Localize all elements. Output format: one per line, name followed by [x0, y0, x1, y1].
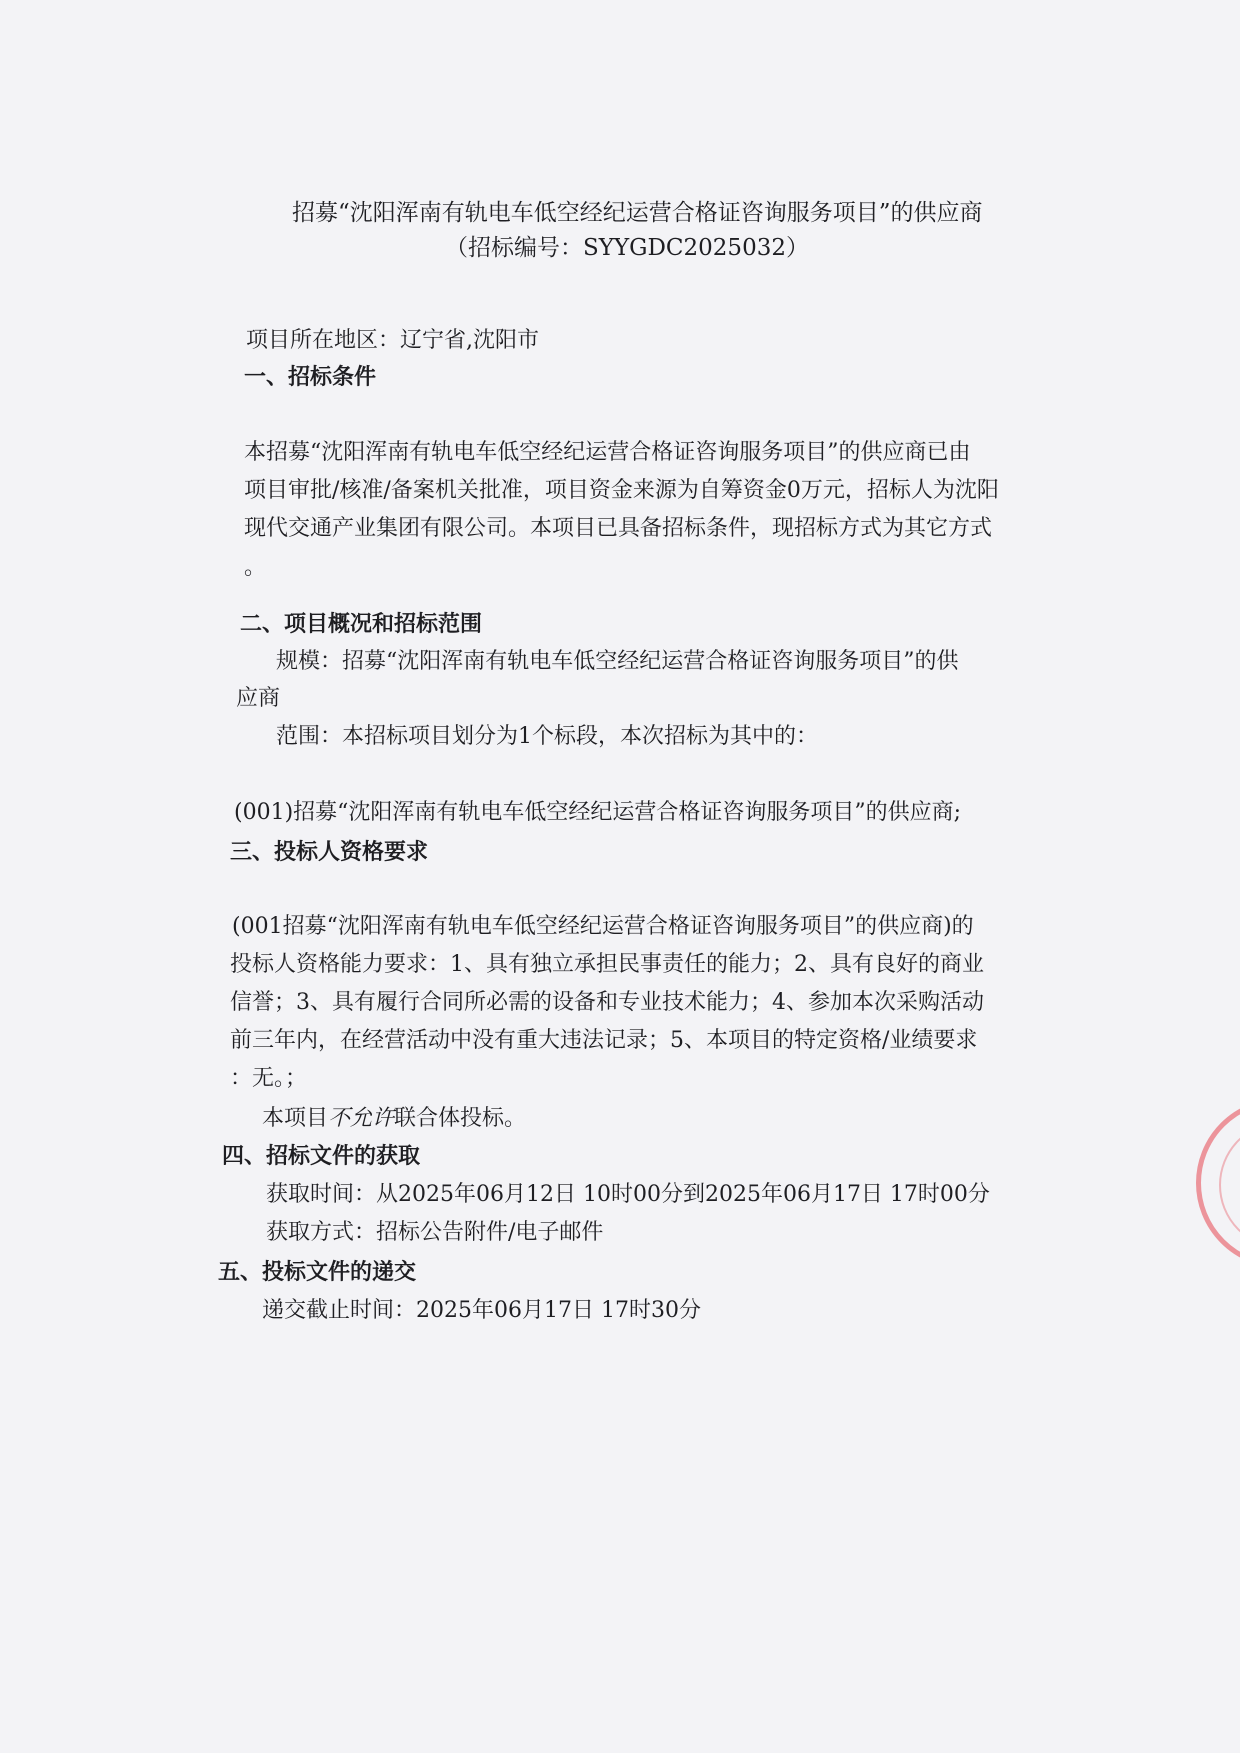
section-1-line: 项目审批/核准/备案机关批准，项目资金来源为自筹资金0万元，招标人为沈阳 — [244, 478, 999, 503]
consortium-suffix: 联合体投标。 — [394, 1106, 527, 1131]
section-5-heading: 五、投标文件的递交 — [218, 1260, 417, 1285]
title-line-2: （招标编号：SYYGDC2025032） — [445, 235, 809, 261]
consortium-prefix: 本项目 — [262, 1106, 329, 1131]
section-1-heading: 一、招标条件 — [244, 365, 377, 390]
lot-line: (001)招募“沈阳浑南有轨电车低空经纪运营合格证咨询服务项目”的供应商; — [234, 800, 962, 825]
submission-deadline: 递交截止时间：2025年06月17日 17时30分 — [262, 1298, 701, 1323]
section-1-line: 。 — [244, 555, 267, 580]
section-3-line: 信誉；3、具有履行合同所必需的设备和专业技术能力；4、参加本次采购活动 — [230, 990, 984, 1015]
scale-line-2: 应商 — [236, 686, 281, 711]
consortium-line — [262, 1104, 526, 1134]
section-3-line: ：无。； — [230, 1066, 308, 1091]
section-4-heading: 四、招标文件的获取 — [222, 1144, 421, 1169]
project-location: 项目所在地区：辽宁省,沈阳市 — [246, 328, 539, 353]
section-3-line: 投标人资格能力要求：1、具有独立承担民事责任的能力；2、具有良好的商业 — [230, 952, 984, 977]
section-3-line: 前三年内，在经营活动中没有重大违法记录；5、本项目的特定资格/业绩要求 — [230, 1028, 978, 1053]
scope-line: 范围：本招标项目划分为1个标段，本次招标为其中的： — [276, 724, 818, 749]
consortium-italic: 不允许 — [328, 1106, 395, 1131]
seal-inner-ring — [1219, 1121, 1240, 1249]
section-1-line: 本招募“沈阳浑南有轨电车低空经纪运营合格证咨询服务项目”的供应商已由 — [244, 440, 971, 465]
section-3-heading: 三、投标人资格要求 — [230, 840, 429, 865]
acquisition-method: 获取方式：招标公告附件/电子邮件 — [266, 1220, 604, 1245]
section-3-line: (001招募“沈阳浑南有轨电车低空经纪运营合格证咨询服务项目”的供应商)的 — [232, 914, 974, 939]
section-2-heading: 二、项目概况和招标范围 — [240, 612, 483, 637]
acquisition-time: 获取时间：从2025年06月12日 10时00分到2025年06月17日 17时00分 — [266, 1182, 990, 1207]
red-seal-stamp — [1196, 1098, 1240, 1268]
section-1-line: 现代交通产业集团有限公司。本项目已具备招标条件，现招标方式为其它方式 — [244, 516, 993, 541]
scale-line-1: 规模：招募“沈阳浑南有轨电车低空经纪运营合格证咨询服务项目”的供 — [276, 649, 959, 674]
title-line-1: 招募“沈阳浑南有轨电车低空经纪运营合格证咨询服务项目”的供应商 — [292, 200, 983, 226]
